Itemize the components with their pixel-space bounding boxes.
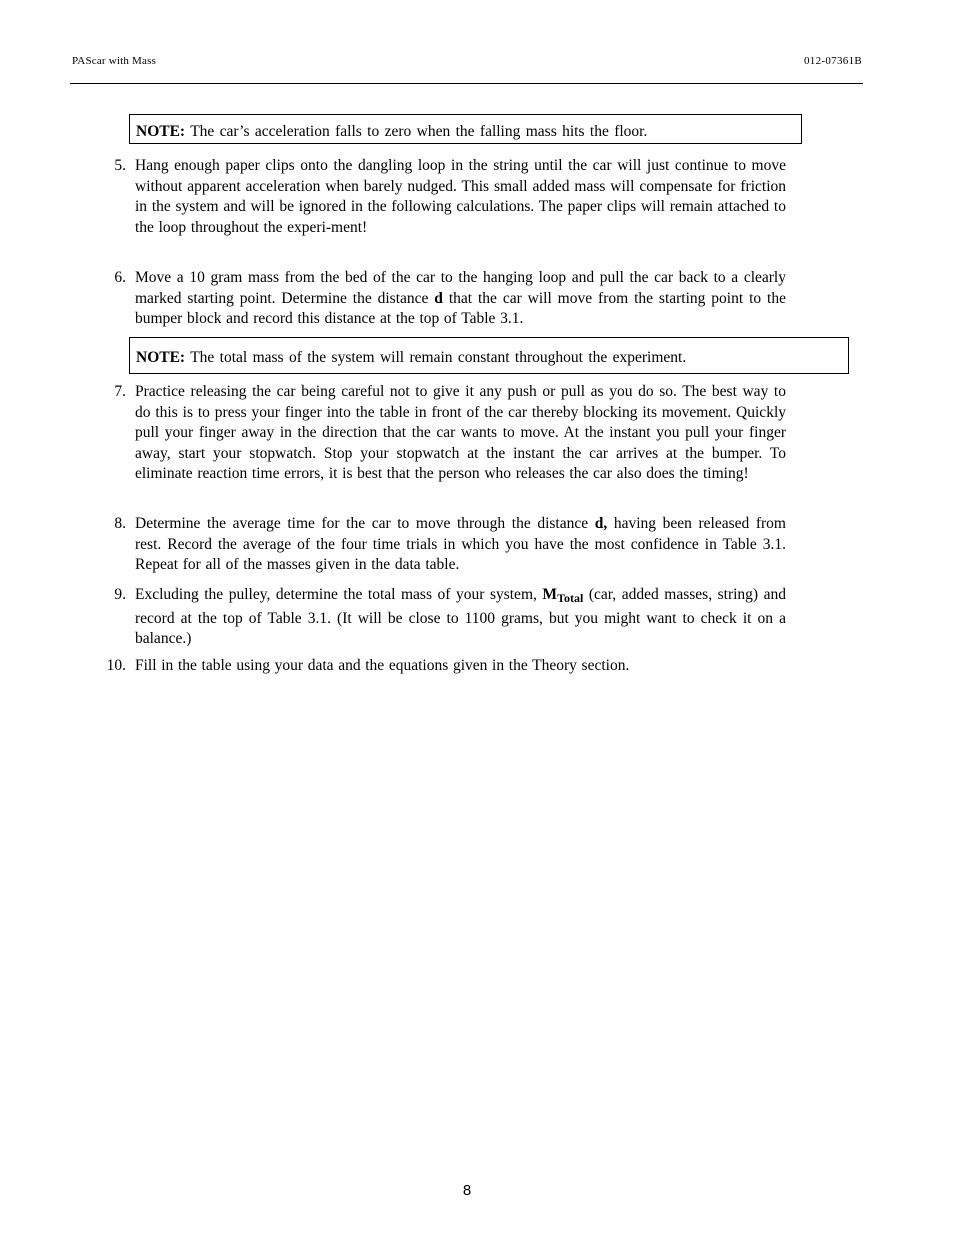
distance-symbol: d bbox=[434, 289, 443, 307]
step-text-part: that the car will move from the starting point to the bumper block and record this distance at the top of Table 3.1. bbox=[135, 289, 786, 328]
note-label: NOTE: bbox=[136, 349, 186, 366]
step-text: Hang enough paper clips onto the dangling loop in the string until the car will just continue to move without apparent acceleration when barely nudged. This small added mass will compensate for friction in the system and will be ignored in the following calculations. The paper clips will remain attached to the loop throughout the experi-ment! bbox=[135, 157, 786, 236]
step-text-part: (car, added masses, string) and record at the top of Table 3.1. (It will be close to 1100 grams, but you might want to check it on a balance.) bbox=[135, 586, 787, 648]
step-number: 8. bbox=[114, 515, 126, 532]
step-number: 7. bbox=[114, 383, 126, 400]
note-box bbox=[129, 114, 802, 144]
running-header-title: PAScar with Mass bbox=[72, 55, 157, 67]
note-text: The car’s acceleration falls to zero when the falling mass hits the floor. bbox=[185, 123, 648, 140]
step-text-part: Move a 10 gram mass from the bed of the car to the hanging loop and pull the car back to a clearly marked starting point. Determine the distance bbox=[135, 269, 786, 307]
header-divider bbox=[70, 83, 863, 84]
procedure-step-9 bbox=[96, 585, 786, 650]
note-label: NOTE: bbox=[136, 123, 186, 140]
step-text: Fill in the table using your data and the equations given in the Theory section. bbox=[135, 657, 630, 674]
document-code: 012-07361B bbox=[804, 55, 862, 67]
step-text bbox=[135, 514, 786, 576]
distance-symbol: d, bbox=[594, 515, 608, 532]
procedure-step-6 bbox=[96, 268, 786, 330]
step-number: 6. bbox=[114, 269, 126, 286]
step-text bbox=[135, 585, 786, 650]
step-number: 5. bbox=[114, 157, 126, 174]
step-number: 9. bbox=[114, 586, 126, 603]
step-text: Practice releasing the car being careful not to give it any push or pull as you do so. The best way to do this is to press your finger into the table in front of the car thereby blocking its movement. Quickly pull your finger away in the direction that the car wants to move. At the instant you pull your finger away, start your stopwatch. Stop your stopwatch at the instant the car arrives at the bumper. To eliminate reaction time errors, it is best that the person who releases the car also does the timing! bbox=[135, 383, 786, 483]
step-text-part: Determine the average time for the car to move through the distance bbox=[135, 515, 595, 532]
note-box bbox=[129, 337, 849, 374]
total-mass-symbol: M bbox=[542, 586, 558, 603]
procedure-step-7 bbox=[96, 382, 786, 485]
step-text bbox=[135, 268, 786, 330]
procedure-step-10 bbox=[96, 656, 786, 677]
step-text-part: having been released from rest. Record the average of the four time trials in which you have the most confidence in Table 3.1. Repeat for all of the masses given in the data table. bbox=[135, 515, 786, 574]
step-text-part: Excluding the pulley, determine the total mass of your system, bbox=[135, 586, 543, 603]
page-number: 8 bbox=[462, 1182, 472, 1199]
procedure-step-8 bbox=[96, 514, 786, 576]
step-number: 10. bbox=[106, 657, 126, 674]
note-text: The total mass of the system will remain constant throughout the experiment. bbox=[185, 349, 687, 366]
procedure-step-5 bbox=[96, 156, 786, 238]
total-mass-subscript: Total bbox=[557, 591, 584, 605]
